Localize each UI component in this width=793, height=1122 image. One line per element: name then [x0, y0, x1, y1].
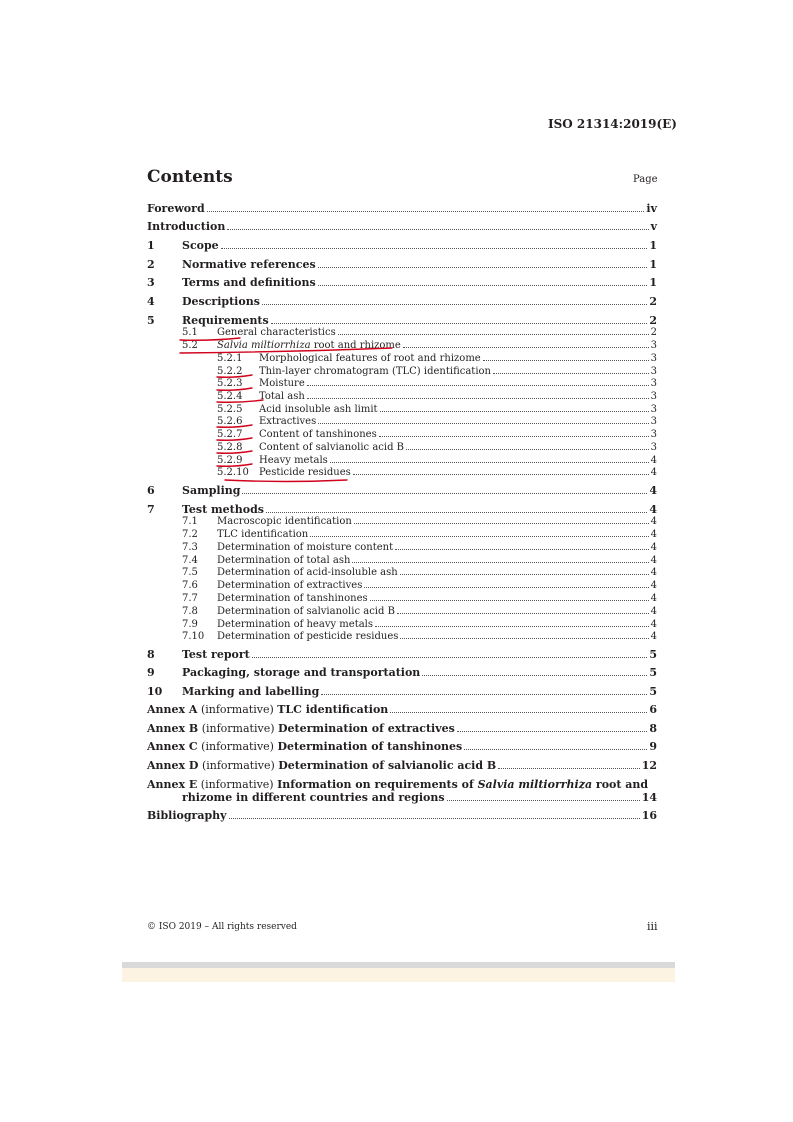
toc-entry-number: 4	[147, 295, 155, 308]
toc-entry-number: 7	[147, 503, 155, 516]
leader-dots	[310, 536, 648, 537]
toc-entry-number: 7.6	[182, 580, 198, 591]
toc-entry-page: 1	[649, 239, 657, 252]
toc-entry-page: 4	[650, 580, 657, 591]
leader-dots	[252, 657, 648, 658]
toc-entry[interactable]	[147, 295, 657, 308]
leader-dots	[207, 211, 645, 212]
leader-dots	[271, 323, 648, 324]
toc-entry-title: Test methods	[182, 503, 264, 516]
toc-entry-number: 3	[147, 276, 155, 289]
toc-entry-page: 4	[649, 484, 657, 497]
annex-e-line1	[147, 778, 657, 791]
toc-entry-number: 5.2.1	[217, 353, 243, 364]
toc-entry-title: TLC identification	[217, 529, 309, 540]
toc-entry[interactable]	[147, 467, 657, 478]
leader-dots	[447, 800, 640, 801]
toc-entry-title: Foreword	[147, 202, 205, 215]
leader-dots	[229, 818, 640, 819]
toc-entry-page: 5	[649, 666, 657, 679]
toc-entry-title	[147, 740, 462, 753]
toc-entry[interactable]	[147, 606, 657, 617]
annex-title: Determination of tanshinones	[277, 740, 463, 753]
annex-informative: (informative)	[198, 759, 279, 772]
annex-informative: (informative)	[197, 703, 278, 716]
leader-dots	[400, 638, 648, 639]
toc-entry-title: Determination of salvianolic acid B	[217, 606, 395, 617]
toc-entry-title	[147, 703, 388, 716]
toc-entry-page: 14	[641, 791, 657, 804]
toc-entry-title: Terms and definitions	[182, 276, 316, 289]
toc-entry[interactable]	[147, 314, 657, 327]
toc-entry[interactable]	[147, 619, 657, 630]
toc-entry-number: 7.9	[182, 619, 198, 630]
toc-entry-title: Thin-layer chromatogram (TLC) identification	[259, 366, 491, 377]
footer-copyright: © ISO 2019 – All rights reserved	[147, 922, 297, 932]
toc-entry[interactable]	[147, 366, 657, 377]
toc-entry-number: 5.2.2	[217, 366, 243, 377]
toc-entry-page: 4	[650, 593, 657, 604]
annex-informative: (informative)	[198, 722, 279, 735]
leader-dots	[307, 385, 649, 386]
toc-entry-annex-e[interactable]	[147, 778, 657, 804]
leader-dots	[493, 373, 649, 374]
toc-entry[interactable]	[147, 516, 657, 527]
toc-entry-title	[147, 759, 496, 772]
toc-entry-title	[147, 722, 455, 735]
leader-dots	[483, 360, 649, 361]
toc-entry-number: 5.2.3	[217, 378, 243, 389]
toc-entry-title: Salvia miltiorrhiza root and rhizome	[217, 340, 401, 351]
toc-entry-number: 5.2.7	[217, 429, 243, 440]
toc-entry-number: 5.2.4	[217, 391, 243, 402]
toc-entry-page: 1	[649, 258, 657, 271]
annex-title-part2: root and	[592, 778, 649, 791]
toc-entry-page: 4	[650, 606, 657, 617]
toc-entry[interactable]	[147, 567, 657, 578]
leader-dots	[390, 712, 647, 713]
toc-entry-page: 4	[650, 529, 657, 540]
toc-entry-number: 5.2.5	[217, 404, 243, 415]
toc-entry-title: Scope	[182, 239, 219, 252]
leader-dots	[330, 462, 649, 463]
toc-entry[interactable]	[147, 666, 657, 679]
leader-dots	[352, 562, 648, 563]
toc-entry-page: 2	[649, 295, 657, 308]
toc-entry-page: 4	[650, 619, 657, 630]
toc-entry-page: 16	[641, 809, 657, 822]
toc-entry[interactable]	[147, 416, 657, 427]
toc-entry-title: Descriptions	[182, 295, 260, 308]
leader-dots	[422, 675, 647, 676]
toc-entry-number: 7.1	[182, 516, 198, 527]
toc-entry[interactable]	[147, 391, 657, 402]
annex-title: TLC identification	[277, 703, 389, 716]
toc-entry-title: Normative references	[182, 258, 316, 271]
toc-entry-title: Total ash	[259, 391, 305, 402]
toc-entry-number: 5.1	[182, 327, 198, 338]
toc-entry-page: 3	[650, 404, 657, 415]
toc-entry[interactable]	[147, 542, 657, 553]
annex-label: Annex C	[147, 740, 198, 753]
annex-title: Determination of extractives	[278, 722, 455, 735]
toc-entry-page: 4	[650, 467, 657, 478]
leader-dots	[379, 436, 649, 437]
toc-entry-title: Sampling	[182, 484, 241, 497]
toc-entry-page: 8	[649, 722, 657, 735]
toc-entry-page: 4	[649, 503, 657, 516]
toc-entry-number: 5	[147, 314, 155, 327]
watermark-strip	[122, 962, 675, 982]
toc-entry-page: 3	[650, 366, 657, 377]
leader-dots	[353, 474, 649, 475]
toc-entry-page: 4	[650, 542, 657, 553]
leader-dots	[380, 411, 649, 412]
toc-entry-number: 7.8	[182, 606, 198, 617]
toc-entry-number: 5.2.10	[217, 467, 249, 478]
annex-label: Annex E	[147, 778, 198, 791]
leader-dots	[242, 493, 647, 494]
toc-entry-page: 9	[649, 740, 657, 753]
toc-entry-number: 9	[147, 666, 155, 679]
toc-entry-page: 6	[649, 703, 657, 716]
toc-entry-number: 5.2.8	[217, 442, 243, 453]
toc-entry-number: 2	[147, 258, 155, 271]
toc-entry-title: Determination of total ash	[217, 555, 351, 566]
toc-entry-page: 1	[649, 276, 657, 289]
leader-dots	[406, 449, 649, 450]
toc-entry[interactable]	[147, 593, 657, 604]
toc-entry-page: 3	[650, 340, 657, 351]
toc-entry-title: Determination of heavy metals	[217, 619, 374, 630]
toc-entry-number: 8	[147, 648, 155, 661]
annex-title-line2: rhizome in different countries and regions	[182, 791, 445, 804]
toc-entry-page: v	[650, 220, 657, 233]
toc-entry[interactable]	[147, 631, 657, 642]
page-header: ISO 21314:2019(E)	[548, 117, 677, 131]
toc-entry-page: 2	[649, 314, 657, 327]
toc-entry-title: Acid insoluble ash limit	[259, 404, 378, 415]
leader-dots	[370, 600, 649, 601]
toc-entry[interactable]	[147, 340, 657, 351]
leader-dots	[318, 423, 648, 424]
toc-entry-page: 4	[650, 567, 657, 578]
toc-entry-page: 3	[650, 416, 657, 427]
toc-entry-title-italic: Salvia miltiorrhiza	[217, 340, 311, 351]
toc-entry[interactable]	[147, 442, 657, 453]
annex-informative: (informative)	[197, 740, 278, 753]
leader-dots	[354, 523, 649, 524]
toc-entry[interactable]	[147, 580, 657, 591]
leader-dots	[321, 694, 647, 695]
toc-entry-number: 7.5	[182, 567, 198, 578]
toc-entry-page: 12	[641, 759, 657, 772]
toc-entry[interactable]	[147, 759, 657, 772]
red-underline-mark	[225, 480, 347, 482]
leader-dots	[464, 749, 647, 750]
toc-entry[interactable]	[147, 648, 657, 661]
toc-entry-page: 3	[650, 378, 657, 389]
leader-dots	[498, 768, 640, 769]
toc-entry-page: 4	[650, 516, 657, 527]
annex-informative: (informative)	[197, 778, 278, 791]
contents-title: Contents	[147, 167, 233, 187]
annex-title-italic: Salvia miltiorrhiza	[477, 778, 593, 791]
toc-entry-title: Content of salvianolic acid B	[259, 442, 405, 453]
toc-entry-page: 5	[649, 685, 657, 698]
toc-entry[interactable]	[147, 404, 657, 415]
toc-entry-title: Determination of extractives	[217, 580, 363, 591]
toc-entry[interactable]	[147, 455, 657, 466]
annex-label: Annex A	[147, 703, 198, 716]
toc-entry-title: Moisture	[259, 378, 305, 389]
annex-label: Annex D	[147, 759, 199, 772]
toc-entry-page: 2	[650, 327, 657, 338]
annex-label: Annex B	[147, 722, 199, 735]
toc-entry-title: Heavy metals	[259, 455, 328, 466]
toc-entry[interactable]	[147, 703, 657, 716]
toc-entry[interactable]	[147, 378, 657, 389]
toc-entry[interactable]	[147, 503, 657, 516]
toc-entry[interactable]	[147, 353, 657, 364]
toc-entry[interactable]	[147, 327, 657, 338]
toc-entry-number: 7.7	[182, 593, 198, 604]
toc-entry-page: 5	[649, 648, 657, 661]
leader-dots	[457, 731, 648, 732]
toc-entry-title: Determination of tanshinones	[217, 593, 368, 604]
toc-entry-title: Determination of acid-insoluble ash	[217, 567, 398, 578]
footer-page-number: iii	[647, 920, 658, 933]
annex-title: Determination of salvianolic acid B	[278, 759, 497, 772]
toc-entry[interactable]	[147, 555, 657, 566]
toc-entry-number: 7.10	[182, 631, 205, 642]
toc-entry[interactable]	[147, 484, 657, 497]
toc-entry[interactable]	[147, 220, 657, 233]
leader-dots	[221, 248, 648, 249]
toc-entry-page: 3	[650, 442, 657, 453]
toc-entry[interactable]	[147, 685, 657, 698]
toc-entry[interactable]	[147, 276, 657, 289]
toc-entry-page: 4	[650, 455, 657, 466]
toc-entry-title: Pesticide residues	[259, 467, 351, 478]
toc-entry-number: 6	[147, 484, 155, 497]
toc-entry-page: 3	[650, 353, 657, 364]
toc-entry-page: 3	[650, 429, 657, 440]
toc-entry-title: General characteristics	[217, 327, 336, 338]
toc-entry-title: Content of tanshinones	[259, 429, 377, 440]
toc-entry-page: 4	[650, 555, 657, 566]
leader-dots	[403, 347, 649, 348]
leader-dots	[395, 549, 649, 550]
toc-entry[interactable]	[147, 529, 657, 540]
toc-entry-number: 1	[147, 239, 155, 252]
leader-dots	[266, 512, 647, 513]
toc-entry[interactable]	[147, 258, 657, 271]
leader-dots	[227, 229, 648, 230]
leader-dots	[400, 574, 649, 575]
toc-entry-number: 7.3	[182, 542, 198, 553]
toc-entry-page: 4	[650, 631, 657, 642]
leader-dots	[318, 285, 648, 286]
toc-entry-number: 5.2.6	[217, 416, 243, 427]
toc-entry-number: 5.2.9	[217, 455, 243, 466]
leader-dots	[307, 398, 649, 399]
leader-dots	[318, 267, 648, 268]
toc-entry[interactable]	[147, 202, 657, 215]
annex-e-line2	[147, 791, 657, 804]
toc-entry-title: Packaging, storage and transportation	[182, 666, 421, 679]
toc-entry-title: Extractives	[259, 416, 317, 427]
toc-entry-number: 7.4	[182, 555, 198, 566]
toc-entry-page: 3	[650, 391, 657, 402]
leader-dots	[262, 304, 647, 305]
toc-entry-number: 5.2	[182, 340, 198, 351]
toc-entry-bibliography[interactable]	[147, 809, 657, 822]
annex-title-part1: Information on requirements of	[277, 778, 478, 791]
toc-entry-number: 7.2	[182, 529, 198, 540]
toc-entry-title: Determination of pesticide residues	[217, 631, 399, 642]
leader-dots	[338, 334, 649, 335]
toc-entry-title: Introduction	[147, 220, 226, 233]
leader-dots	[364, 587, 648, 588]
toc-entry[interactable]	[147, 722, 657, 735]
toc-entry[interactable]	[147, 740, 657, 753]
toc-entry-title: Morphological features of root and rhizome	[259, 353, 481, 364]
toc-entry[interactable]	[147, 239, 657, 252]
toc-entry-title: Bibliography	[147, 809, 227, 822]
toc-entry-title: Requirements	[182, 314, 269, 327]
toc-entry-title: Determination of moisture content	[217, 542, 394, 553]
toc-entry-page: iv	[646, 202, 657, 215]
leader-dots	[397, 613, 649, 614]
leader-dots	[375, 626, 649, 627]
page-column-label: Page	[633, 174, 658, 185]
toc-entry-title: Marking and labelling	[182, 685, 320, 698]
toc-entry[interactable]	[147, 429, 657, 440]
toc-entry-title: Macroscopic identification	[217, 516, 352, 527]
toc-entry-number: 10	[147, 685, 163, 698]
toc-entry-title: Test report	[182, 648, 250, 661]
